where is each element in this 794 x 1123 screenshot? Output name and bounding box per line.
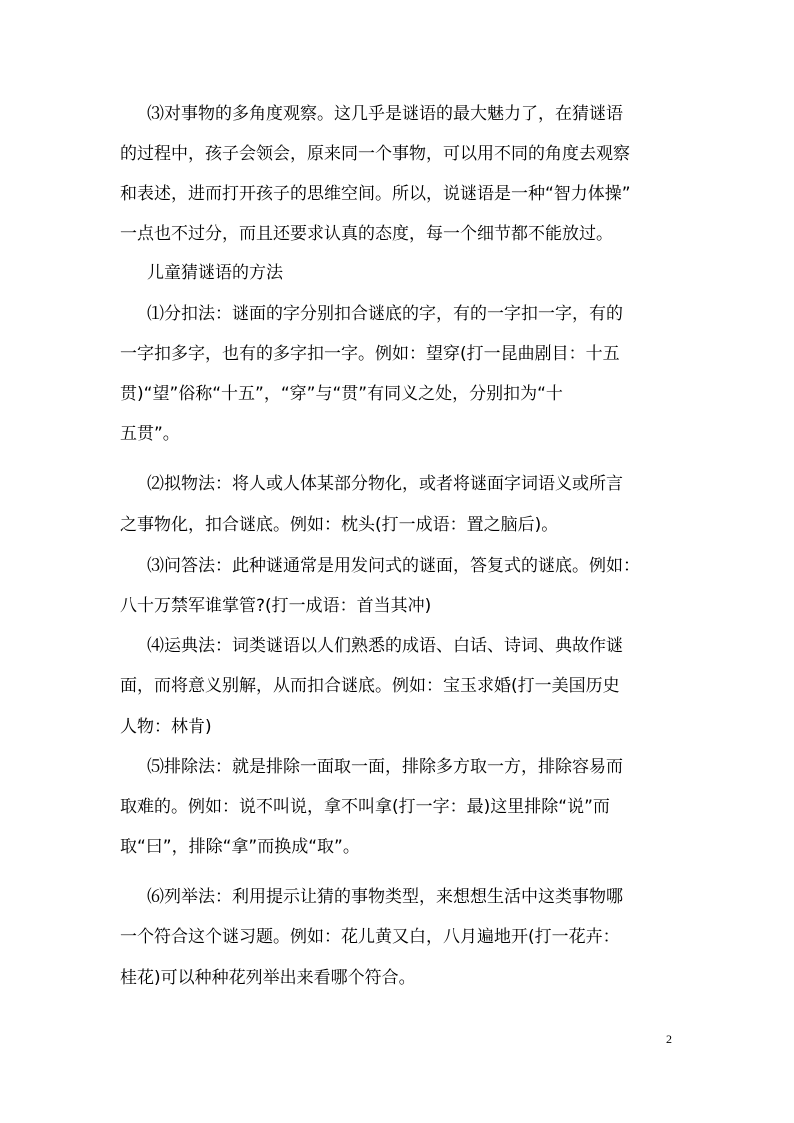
text-line: 取难的。例如：说不叫说，拿不叫拿(打一字：最)这里排除“说”而 [120, 797, 610, 817]
text-line: 一点也不过分，而且还要求认真的态度，每一个细节都不能放过。 [120, 224, 613, 244]
text-line: ⑵拟物法：将人或人体某部分物化，或者将谜面字词语义或所言 [147, 474, 623, 494]
text-line: 一个符合这个谜习题。例如：花儿黄又白，八月遍地开(打一花卉： [120, 927, 620, 947]
text-line: ⑶问答法：此种谜通常是用发问式的谜面，答复式的谜底。例如： [147, 556, 640, 576]
text-line: 一字扣多字，也有的多字扣一字。例如：望穿(打一昆曲剧目：十五 [120, 344, 620, 364]
section-heading: 儿童猜谜语的方法 [147, 263, 283, 283]
text-line: 人物：林肯) [120, 717, 212, 737]
text-line: ⑹列举法：利用提示让猜的事物类型，来想想生活中这类事物哪 [147, 887, 623, 907]
text-line: 桂花)可以种种花列举出来看哪个符合。 [120, 968, 416, 988]
text-line: 八十万禁军谁掌管?(打一成语：首当其冲) [120, 596, 432, 616]
text-line: ⑸排除法：就是排除一面取一面，排除多方取一方，排除容易而 [147, 757, 623, 777]
text-line: 五贯”。 [120, 424, 180, 444]
text-line: 取“曰”，排除“拿”而换成“取”。 [120, 837, 360, 857]
text-line: 面，而将意义别解，从而扣合谜底。例如：宝玉求婚(打一美国历史 [120, 676, 620, 696]
text-line: 贯)“望”俗称“十五”，“穿”与“贯”有同义之处，分别扣为“十 [120, 384, 563, 404]
text-line: ⑴分扣法：谜面的字分别扣合谜底的字，有的一字扣一字，有的 [147, 304, 623, 324]
text-line: ⑶对事物的多角度观察。这几乎是谜语的最大魅力了，在猜谜语 [147, 104, 623, 124]
text-line: 的过程中，孩子会领会，原来同一个事物，可以用不同的角度去观察 [120, 144, 630, 164]
text-line: 之事物化，扣合谜底。例如：枕头(打一成语：置之脑后)。 [120, 515, 559, 535]
page-number: 2 [666, 1032, 672, 1046]
text-line: 和表述，进而打开孩子的思维空间。所以，说谜语是一种“智力体操” [120, 184, 631, 204]
text-line: ⑷运典法：词类谜语以人们熟悉的成语、白话、诗词、典故作谜 [147, 636, 623, 656]
